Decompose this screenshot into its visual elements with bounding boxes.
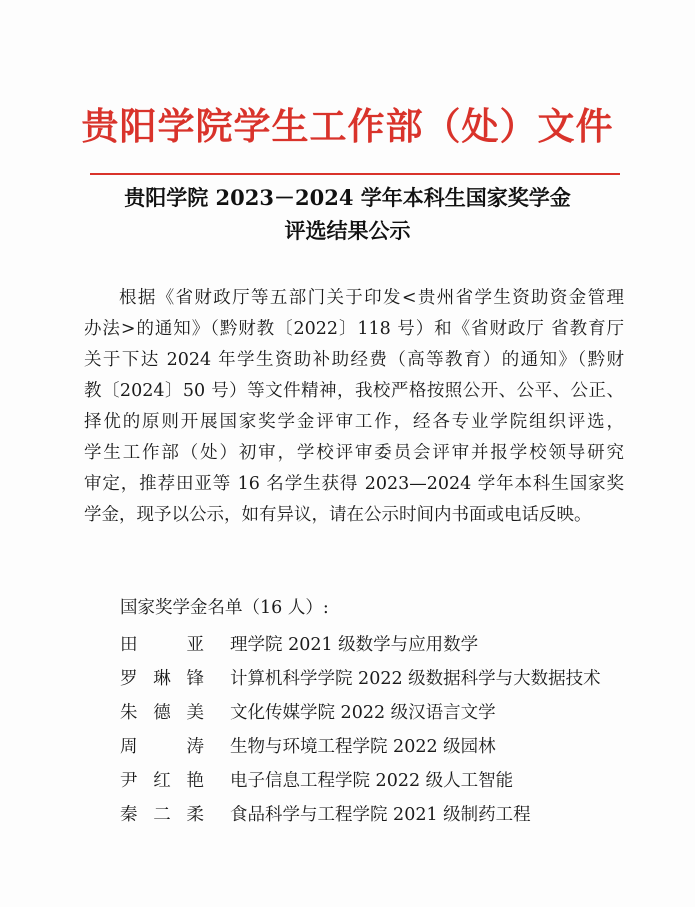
body-line: 关于下达 2024 年学生资助补助经费（高等教育）的通知》（黔财 [84,350,624,370]
body-line: 办法>的通知》（黔财教〔2022〕118 号）和《省财政厅 省教育厅 [84,319,624,339]
winner-name: 周 涛 [120,737,204,757]
header-red-rule [90,173,620,175]
body-line: 根据《省财政厅等五部门关于印发<贵州省学生资助资金管理 [119,288,624,308]
winner-name: 田 亚 [120,635,204,655]
header-title: 贵阳学院学生工作部（处）文件 [81,104,614,148]
body-line: 审定，推荐田亚等 16 名学生获得 2023—2024 学年本科生国家奖 [84,474,624,494]
winner-name: 秦二柔 [120,805,204,825]
winner-name: 罗琳锋 [120,669,204,689]
winner-major: 电子信息工程学院 2022 级人工智能 [230,771,514,791]
winner-major: 理学院 2021 级数学与应用数学 [230,635,479,655]
notice-body [84,283,624,531]
notice-title-line2: 评选结果公示 [284,218,411,243]
list-item [120,732,640,766]
body-line: 学生工作部（处）初审，学校评审委员会评审并报学校领导研究 [84,443,624,463]
winner-list [120,630,640,834]
body-line: 教〔2024〕50 号）等文件精神，我校严格按照公开、公平、公正、 [84,381,624,401]
winner-name: 朱德美 [120,703,204,723]
list-item [120,630,640,664]
notice-title-line1: 贵阳学院 2023－2024 学年本科生国家奖学金 [124,185,571,210]
winner-major: 计算机科学学院 2022 级数据科学与大数据技术 [230,669,601,689]
body-line: 学金，现予以公示，如有异议，请在公示时间内书面或电话反映。 [84,505,592,525]
winner-name: 尹红艳 [120,771,204,791]
body-line: 择优的原则开展国家奖学金评审工作，经各专业学院组织评选， [84,412,624,432]
winner-major: 文化传媒学院 2022 级汉语言文学 [230,703,496,723]
list-item [120,800,640,834]
winner-major: 生物与环境工程学院 2022 级园林 [230,737,496,757]
winner-list-heading: 国家奖学金名单（16 人）: [120,598,329,618]
list-item [120,698,640,732]
winner-major: 食品科学与工程学院 2021 级制药工程 [230,805,531,825]
list-item [120,766,640,800]
list-item [120,664,640,698]
